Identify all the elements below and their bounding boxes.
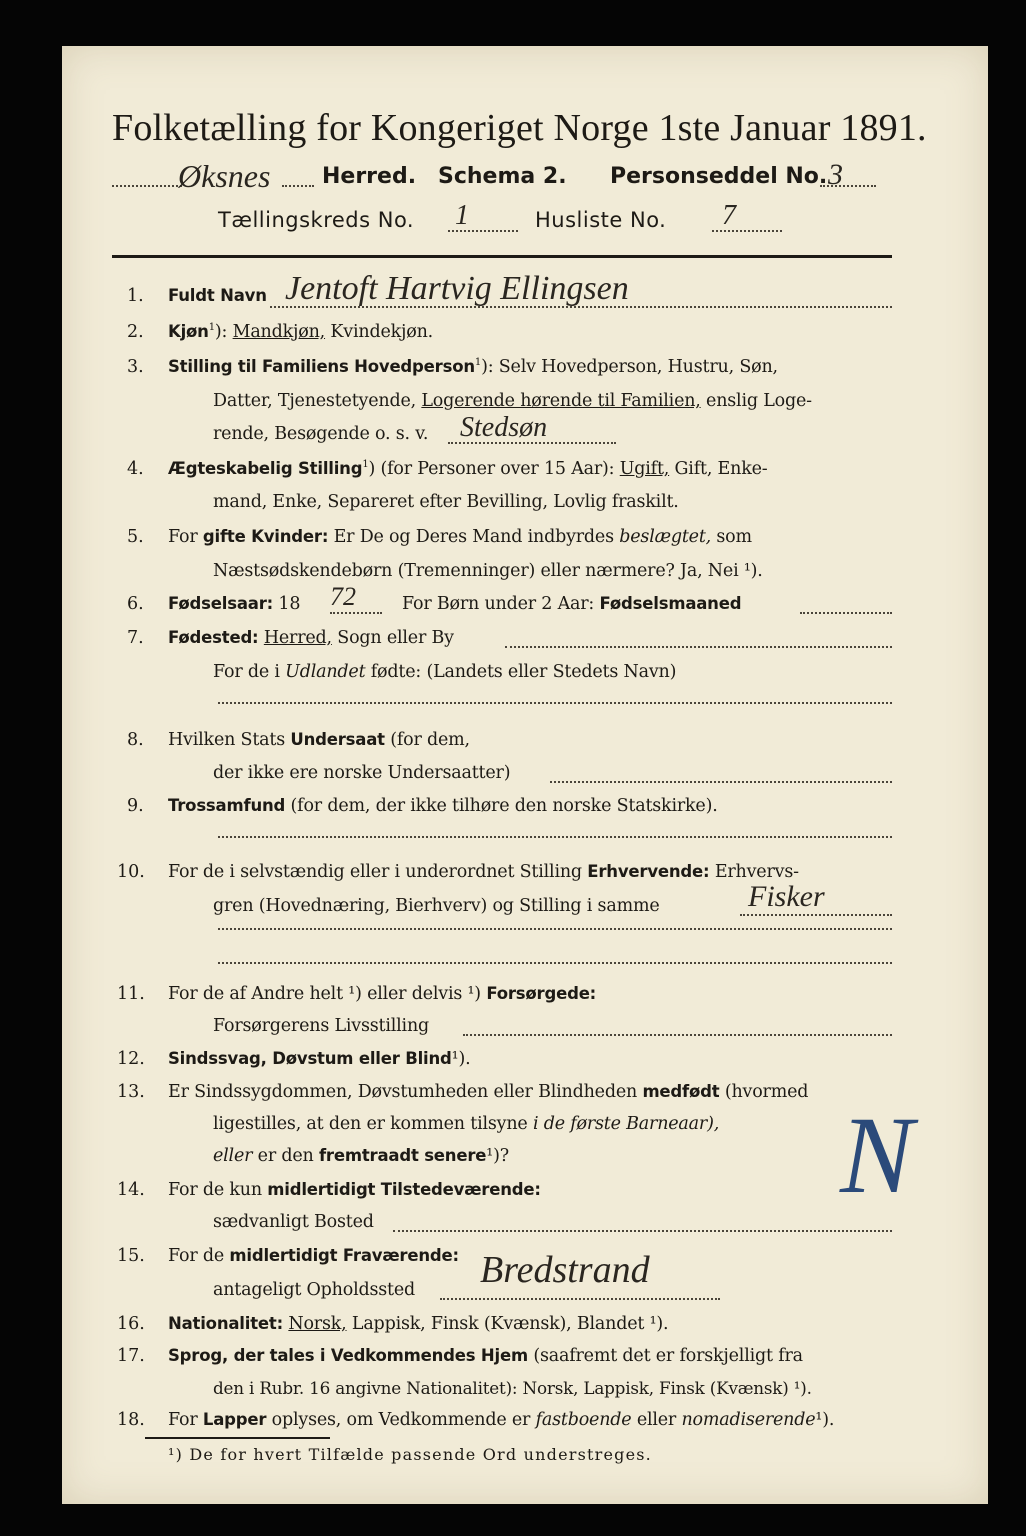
field-12-label: Sindssvag, Døvstum eller Blind (168, 1049, 452, 1068)
field-7-line2c: fødte: (Landets eller Stedets Navn) (370, 662, 677, 682)
field-5-line1d: som (716, 527, 752, 547)
field-13-label: medfødt (642, 1082, 720, 1101)
husliste-dotline (712, 230, 782, 232)
field-12-number: 12. (117, 1049, 145, 1069)
field-8-line1b: (for dem, (390, 730, 470, 750)
field-5-line1b: Er De og Deres Mand indbyrdes (333, 527, 614, 547)
field-1-number: 1. (127, 286, 144, 306)
field-2-number: 2. (127, 322, 144, 342)
field-14-number: 14. (117, 1180, 145, 1200)
field-18-line1e: nomadiserende (681, 1410, 816, 1430)
field-14-line1a: For de kun (168, 1180, 262, 1200)
field-9-line1: (for dem, der ikke tilhøre den norske Statskirke). (290, 796, 718, 816)
field-17-line2: den i Rubr. 16 angivne Nationalitet): Norsk, Lappisk, Finsk (Kvænsk) ¹). (213, 1378, 812, 1398)
field-2-option-kvindekjon: Kvindekjøn. (330, 322, 434, 342)
husliste-label: Husliste No. (535, 208, 667, 232)
field-10-number: 10. (117, 862, 145, 882)
field-10-line2: gren (Hovednæring, Bierhverv) og Stilling i samme (213, 896, 660, 916)
personseddel-label: Personseddel No. (610, 164, 828, 189)
field-11-line2: Forsørgerens Livsstilling (213, 1016, 430, 1036)
field-16-rest: Lappisk, Finsk (Kvænsk), Blandet ¹). (351, 1314, 669, 1334)
field-7-dotline-2 (218, 702, 892, 704)
field-18-line1d: eller (636, 1410, 677, 1430)
field-10-line1a: For de i selvstændig eller i underordnet Stilling (168, 862, 582, 882)
field-9-number: 9. (127, 796, 144, 816)
field-6-dotline-2 (800, 612, 892, 614)
field-18-line1a: For (168, 1410, 198, 1430)
field-9-label: Trossamfund (168, 796, 286, 815)
field-10-dotline-3 (218, 962, 892, 964)
field-1-value: Jentoft Hartvig Ellingsen (285, 270, 629, 307)
field-4-option-ugift: Ugift, (619, 459, 670, 479)
field-13-line1b: (hvormed (724, 1082, 809, 1102)
field-6-prefix: 18 (278, 594, 301, 614)
field-2-option-mandkjon: Mandkjøn, (232, 322, 326, 342)
field-11-number: 11. (117, 984, 145, 1004)
personseddel-dotline (820, 185, 876, 187)
field-6-label: Fødselsaar: (168, 594, 274, 613)
field-18-line1f: ¹). (815, 1410, 835, 1430)
field-3-number: 3. (127, 357, 144, 377)
field-5-line2: Næstsødskendebørn (Tremenninger) eller nærmere? Ja, Nei ¹). (213, 561, 763, 581)
kreds-dotline (448, 230, 518, 232)
field-5-label: gifte Kvinder: (202, 527, 329, 546)
field-17-number: 17. (117, 1346, 145, 1366)
field-3-line3: rende, Besøgende o. s. v. (213, 424, 429, 444)
herred-value: Øksnes (178, 158, 271, 194)
personseddel-value: 3 (828, 158, 843, 191)
field-2-colon: ): (214, 322, 228, 342)
field-7-option-herred: Herred, (263, 628, 332, 648)
field-13-label2: fremtraadt senere (318, 1146, 487, 1165)
field-3-line2b: Logerende hørende til Familien, (421, 391, 701, 411)
field-18-line1b: oplyses, om Vedkommende er (271, 1410, 531, 1430)
field-9-dotline (218, 836, 892, 838)
field-7-number: 7. (127, 628, 144, 648)
field-5-number: 5. (127, 527, 144, 547)
header-rule (112, 255, 892, 258)
field-10-label: Erhvervende: (587, 862, 710, 881)
field-13-line3b: er den (257, 1146, 314, 1166)
herred-dotline-2 (282, 185, 314, 187)
field-8-line1a: Hvilken Stats (168, 730, 286, 750)
field-10-value: Fisker (748, 880, 825, 913)
field-12-tail: ¹). (451, 1049, 471, 1069)
field-18-line1c: fastboende (535, 1410, 632, 1430)
field-15-dotline (440, 1298, 720, 1300)
field-8-label: Undersaat (290, 730, 385, 749)
field-13-value: N (840, 1094, 914, 1216)
field-18-label: Lapper (202, 1410, 267, 1429)
field-1-label: Fuldt Navn (168, 286, 267, 305)
field-4-number: 4. (127, 459, 144, 479)
field-4-label: Ægteskabelig Stilling (168, 459, 363, 478)
field-5-line1a: For (168, 527, 198, 547)
field-8-number: 8. (127, 730, 144, 750)
field-14-label: midlertidigt Tilstedeværende: (267, 1180, 541, 1199)
field-13-line3c: ¹)? (486, 1146, 509, 1166)
field-6-mid: For Børn under 2 Aar: (402, 594, 595, 614)
field-2-label: Kjøn (168, 322, 209, 341)
footnote-rule (145, 1437, 330, 1439)
field-15-line2: antageligt Opholdssted (213, 1280, 416, 1300)
husliste-value: 7 (722, 200, 736, 231)
field-3-line1: ): Selv Hovedperson, Hustru, Søn, (481, 357, 778, 377)
field-13-line1a: Er Sindssygdommen, Døvstumheden eller Blindheden (168, 1082, 638, 1102)
field-5-line1c: beslægtet, (619, 527, 712, 547)
field-3-label: Stilling til Familiens Hovedperson (168, 357, 475, 376)
field-15-number: 15. (117, 1246, 145, 1266)
field-6-dotline (330, 612, 382, 614)
field-8-line2: der ikke ere norske Undersaatter) (213, 763, 511, 783)
field-6-label2: Fødselsmaaned (599, 594, 742, 613)
field-3-line2c: enslig Loge- (706, 391, 812, 411)
kreds-value: 1 (455, 200, 469, 231)
footnote: ¹) De for hvert Tilfælde passende Ord understreges. (168, 1445, 652, 1464)
field-8-dotline (550, 781, 892, 783)
field-4-line2: mand, Enke, Separeret efter Bevilling, Lovlig fraskilt. (213, 492, 679, 512)
form-title: Folketælling for Kongeriget Norge 1ste Januar 1891. (112, 107, 927, 149)
field-3-line2a: Datter, Tjenestetyende, (213, 391, 416, 411)
field-4-line1a: ) (for Personer over 15 Aar): (368, 459, 615, 479)
field-7-dotline (505, 646, 892, 648)
field-13-line2a: ligestilles, at den er kommen tilsyne (213, 1114, 528, 1134)
field-4-line1c: Gift, Enke- (674, 459, 768, 479)
field-17-label: Sprog, der tales i Vedkommendes Hjem (168, 1346, 528, 1365)
field-7-line2b: Udlandet (285, 662, 366, 682)
field-10-dotline-2 (218, 928, 892, 930)
field-11-label: Forsørgede: (486, 984, 597, 1003)
field-15-value: Bredstrand (480, 1249, 650, 1291)
field-7-line2a: For de i (213, 662, 280, 682)
field-7-option-sogn: Sogn eller By (337, 628, 454, 648)
field-15-label: midlertidigt Fraværende: (229, 1246, 459, 1265)
field-3-value: Stedsøn (460, 412, 548, 443)
herred-dotline (112, 185, 182, 187)
field-6-number: 6. (127, 594, 144, 614)
schema-label: Schema 2. (438, 164, 567, 189)
field-16-option-norsk: Norsk, (288, 1314, 347, 1334)
field-2-sup: 1 (208, 322, 215, 334)
field-17-line1: (saafremt det er forskjelligt fra (533, 1346, 803, 1366)
field-15-line1a: For de (168, 1246, 225, 1266)
field-16-number: 16. (117, 1314, 145, 1334)
field-10-line1b: Erhvervs- (714, 862, 799, 882)
field-13-line2b: i de første Barneaar), (532, 1114, 720, 1134)
field-11-dotline (463, 1034, 892, 1036)
field-18-number: 18. (117, 1410, 145, 1430)
field-13-number: 13. (117, 1082, 145, 1102)
herred-label: Herred. (322, 164, 417, 189)
field-6-value: 72 (330, 582, 356, 611)
field-7-label: Fødested: (168, 628, 259, 647)
field-16-label: Nationalitet: (168, 1314, 283, 1333)
field-11-line1a: For de af Andre helt ¹) eller delvis ¹) (168, 984, 481, 1004)
field-14-dotline (393, 1230, 892, 1232)
field-14-line2: sædvanligt Bosted (213, 1212, 374, 1232)
field-13-line3a: eller (213, 1146, 253, 1166)
field-10-dotline (740, 914, 892, 916)
kreds-label: Tællingskreds No. (218, 208, 415, 232)
